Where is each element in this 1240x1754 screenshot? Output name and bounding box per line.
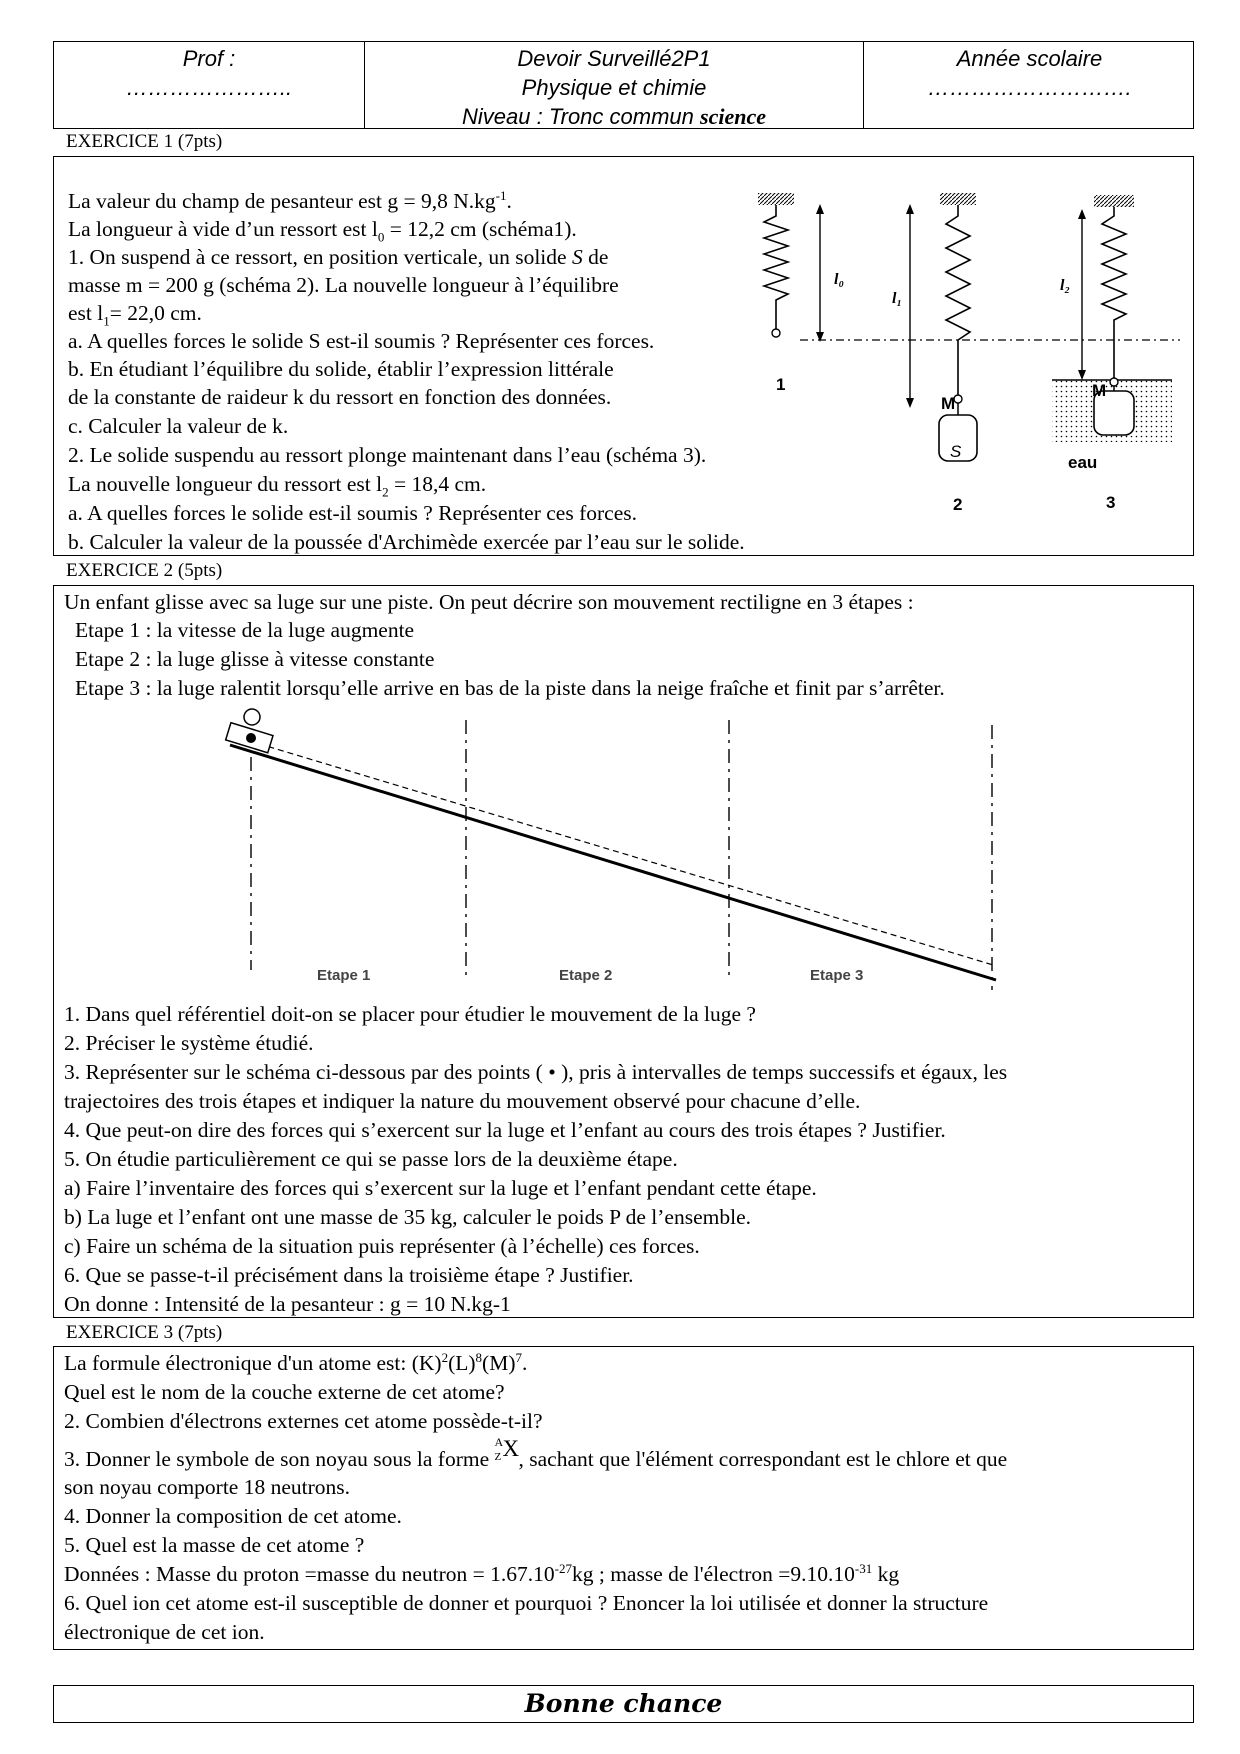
ex1-line-11: La nouvelle longueur du ressort est $l_2 = 18,4$ cm. [68, 472, 487, 500]
spring-2-end [954, 395, 962, 403]
ex2-q5b: b) La luge et l’enfant ont une masse de 35 kg, calculer le poids P de l’ensemble. [64, 1205, 751, 1229]
ex2-given: On donne : Intensité de la pesanteur : g = 10 N.kg-1 [64, 1292, 511, 1316]
ex1-line-4: masse m = 200 g (schéma 2). La nouvelle longueur à l’équilibre [68, 273, 619, 297]
ex2-etape-1: Etape 1 : la vitesse de la luge augmente [75, 618, 415, 642]
ex2-etape-2: Etape 2 : la luge glisse à vitesse constante [75, 647, 435, 671]
label-schema-1: 1 [776, 375, 786, 394]
level-prefix: Niveau : Tronc commun [462, 104, 701, 129]
ex1-line-1: La valeur du champ de pesanteur est g = 9,8 $N.kg^{-1}$. [68, 187, 512, 213]
ex1-line-5: est $l_1= 22,0$ cm. [68, 301, 202, 329]
slope-line [230, 745, 996, 980]
ex1-line-10: 2. Le solide suspendu au ressort plonge maintenant dans l’eau (schéma 3). [68, 443, 707, 467]
ex2-q5c: c) Faire un schéma de la situation puis représenter (à l’échelle) ces forces. [64, 1234, 700, 1258]
spring-2 [946, 205, 970, 395]
slope-diagram [215, 705, 1005, 995]
label-m-3: M [1092, 381, 1107, 400]
exercise-1-label: EXERCICE 1 (7pts) [66, 131, 223, 152]
ex2-q5a: a) Faire l’inventaire des forces qui s’exercent sur la luge et l’enfant pendant cette étape. [64, 1176, 817, 1200]
nucleus-symbol: A Z X [494, 1435, 520, 1463]
label-schema-2: 2 [953, 495, 963, 514]
ex3-q3c: son noyau comporte 18 neutrons. [64, 1475, 351, 1499]
ex1-line-13: b. Calculer la valeur de la poussée d'Archimède exercée par l’eau sur le solide. [68, 530, 745, 554]
exercise-2-label: EXERCICE 2 (5pts) [66, 560, 223, 581]
exam-level [365, 102, 863, 131]
ex2-q1: 1. Dans quel référentiel doit-on se placer pour étudier le mouvement de la luge ? [64, 1002, 756, 1026]
prof-dots: ………………….. [125, 75, 293, 100]
label-l2: l₂ [1060, 277, 1071, 294]
ex3-q3a: 3. Donner le symbole de son noyau sous la forme A Z X , sachant que l'élément correspondant est le chlore et que [64, 1435, 1008, 1471]
spring-3 [1102, 207, 1126, 378]
label-m-2: M [941, 394, 956, 413]
support-3 [1094, 195, 1134, 207]
label-schema-3: 3 [1106, 493, 1116, 512]
header-title-cell [365, 42, 864, 128]
year-dots: ………………………. [927, 75, 1132, 100]
header-year-cell [864, 42, 1195, 128]
ex3-formula: La formule électronique d'un atome est: $(K)^2(L)^8(M)^7$. [64, 1349, 528, 1375]
ex3-q2: 2. Combien d'électrons externes cet atome possède-t-il? [64, 1409, 543, 1433]
year-label: Année scolaire [956, 46, 1103, 71]
ex2-q6: 6. Que se passe-t-il précisément dans la troisième étape ? Justifier. [64, 1263, 634, 1287]
label-l0: l₀ [834, 271, 845, 288]
label-eau: eau [1068, 453, 1098, 472]
ex3-q1: Quel est le nom de la couche externe de cet atome? [64, 1380, 505, 1404]
ex1-line-9: c. Calculer la valeur de k. [68, 414, 289, 438]
ex3-data: Données : Masse du proton =masse du neutron = $1.67.10^{-27}kg$ ; masse de l'électron $=9.10.10^{-31}$ kg [64, 1560, 900, 1586]
ex1-line-12: a. A quelles forces le solide est-il soumis ? Représenter ces forces. [68, 501, 637, 525]
stage-3-label: Etape 3 [810, 967, 864, 984]
ex2-etape-3: Etape 3 : la luge ralentit lorsqu’elle arrive en bas de la piste dans la neige fraîche et finit par s’arrêter. [75, 676, 945, 700]
spring-1-end [772, 329, 780, 337]
ex1-line-7: b. En étudiant l’équilibre du solide, établir l’expression littérale [68, 357, 614, 381]
support-1 [758, 193, 794, 205]
stage-1-label: Etape 1 [317, 967, 371, 984]
footer-bonne-chance: Bonne chance [53, 1685, 1194, 1723]
ex1-line-3: 1. On suspend à ce ressort, en position verticale, un solide S de [68, 245, 609, 269]
label-s: S [950, 442, 962, 461]
header-prof-cell [54, 42, 365, 128]
ex1-line-2: La longueur à vide d’un ressort est $l_0 = 12,2$ cm (schéma1). [68, 217, 577, 245]
ex3-q5: 5. Quel est la masse de cet atome ? [64, 1533, 365, 1557]
header-table [53, 41, 1194, 129]
ex2-q5: 5. On étudie particulièrement ce qui se passe lors de la deuxième étape. [64, 1147, 678, 1171]
exam-subject: Physique et chimie [521, 75, 707, 100]
child-head [244, 709, 260, 725]
level-bold: science [700, 104, 766, 129]
exam-title: Devoir Surveillé2P1 [517, 46, 711, 71]
exercise-3-label: EXERCICE 3 (7pts) [66, 1322, 223, 1343]
ex2-q4: 4. Que peut-on dire des forces qui s’exercent sur la luge et l’enfant au cours des trois étapes ? Justifier. [64, 1118, 946, 1142]
ex3-q6a: 6. Quel ion cet atome est-il susceptible de donner et pourquoi ? Enoncer la loi utilisée et donner la structure [64, 1591, 989, 1615]
spring-1 [764, 205, 788, 329]
spring-diagram [740, 180, 1190, 520]
ex2-intro: Un enfant glisse avec sa luge sur une piste. On peut décrire son mouvement rectiligne en 3 étapes : [64, 590, 914, 614]
ex2-q3b: trajectoires des trois étapes et indiquer la nature du mouvement observé pour chacune d’elle. [64, 1089, 861, 1113]
ex2-q2: 2. Préciser le système étudié. [64, 1031, 314, 1055]
ex3-q4: 4. Donner la composition de cet atome. [64, 1504, 402, 1528]
trajectory-dashed [230, 735, 993, 965]
prof-label: Prof : [182, 46, 236, 71]
ex1-line-8: de la constante de raideur k du ressort en fonction des données. [68, 385, 612, 409]
ex2-q3a: 3. Représenter sur le schéma ci-dessous par des points ( • ), pris à intervalles de temps successifs et égaux, les [64, 1060, 1008, 1084]
support-2 [940, 193, 976, 205]
stage-2-label: Etape 2 [559, 967, 613, 984]
label-l1: l₁ [892, 290, 903, 307]
ex1-line-6: a. A quelles forces le solide S est-il soumis ? Représenter ces forces. [68, 329, 655, 353]
ex3-q6b: électronique de cet ion. [64, 1620, 265, 1644]
sled-point [246, 733, 256, 743]
